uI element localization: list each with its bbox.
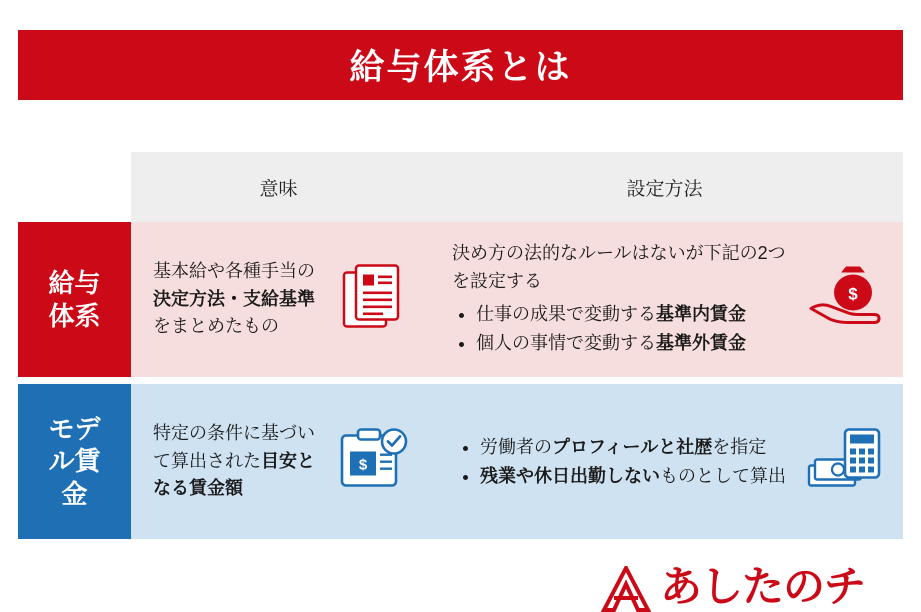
table-header-method-label: 設定方法 [626,178,703,200]
table-row-label-model-wage [18,384,131,539]
money-bag-hand-icon [807,264,885,335]
page-title-banner [18,30,903,100]
row-label-text: 給与 体系 [48,268,101,331]
meaning-text: 基本給や各種手当の決定方法・支給基準をまとめたもの [153,260,315,337]
method-text: • 労働者のプロフィールと社歴を指定 • 残業や休日出勤しないものとして算出 [452,432,786,492]
table-cell-method-salary-system [426,222,903,377]
table-row-label-salary-system [18,222,131,377]
comparison-table [18,152,903,552]
calculator-money-icon [805,425,885,498]
a-mark-icon [600,566,652,612]
document-icon [342,262,408,337]
svg-text:$: $ [358,456,368,473]
table-cell-meaning-model-wage [131,384,426,539]
brand-logo-text: あしたのチ [660,566,866,610]
method-text: 決め方の法的なルールはないが下記の2つを設定する • 仕事の成果で変動する基準内賃金 • 個人の事情で変動する基準外賃金 [452,240,793,360]
table-header-meaning-label: 意味 [259,178,298,200]
table-header-corner [18,152,131,222]
page-title: 給与体系とは [349,48,572,87]
table-header-method [426,152,903,222]
row-label-text: モデ ル賃 金 [48,413,101,509]
table-cell-method-model-wage [426,384,903,539]
table-cell-meaning-salary-system [131,222,426,377]
svg-text:$: $ [848,284,858,303]
meaning-text: 特定の条件に基づいて算出された目安となる賃金額 [153,422,315,499]
document-check-money-icon [338,423,412,500]
brand-logo [600,566,920,612]
table-header-meaning [131,152,427,222]
